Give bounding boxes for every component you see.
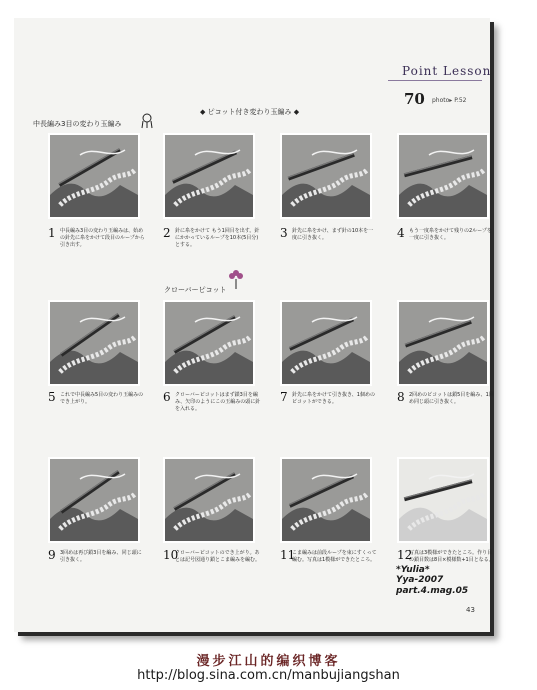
title-rule bbox=[388, 80, 482, 81]
step-photo bbox=[397, 133, 489, 219]
step-text: クローバーピコットはまず鎖3目を編み、矢印のようにこの玉編みの頭に針を入れる。 bbox=[175, 392, 261, 412]
step-photo bbox=[280, 300, 372, 386]
signature-scrawl bbox=[396, 565, 468, 596]
step-number: 5 bbox=[48, 390, 56, 404]
lesson-title: Point Lesson bbox=[402, 64, 492, 78]
step-number: 8 bbox=[397, 390, 405, 404]
step-text: 写真は3模様ができたところ。作り目の鎖目数は8目×模様数+1目となる。 bbox=[409, 550, 494, 563]
step-number: 12 bbox=[397, 548, 413, 562]
subsection-title-clover-picot: クローバーピコット bbox=[164, 286, 227, 294]
clover-picot-icon bbox=[227, 270, 245, 290]
step-number: 3 bbox=[280, 226, 288, 240]
step-text: クローバーピコットのでき上がり。あとは記号図通り鎖とこま編みを編む。 bbox=[175, 550, 261, 563]
step-text: 3回めは再び鎖3目を編み、同じ頭に引き抜く。 bbox=[60, 550, 142, 563]
blog-title: 漫步江山的编织博客 bbox=[196, 654, 341, 669]
step-photo bbox=[163, 457, 255, 543]
step-number: 10 bbox=[163, 548, 179, 562]
scrawl-line-2: Yya-2007 bbox=[396, 575, 444, 586]
step-number: 1 bbox=[48, 226, 56, 240]
step-photo bbox=[280, 457, 372, 543]
step-photo bbox=[48, 133, 140, 219]
step-photo bbox=[163, 133, 255, 219]
step-number: 6 bbox=[163, 390, 171, 404]
step-number: 2 bbox=[163, 226, 171, 240]
step-photo bbox=[397, 457, 489, 543]
step-photo bbox=[163, 300, 255, 386]
step-text: 2回めのピコットは鎖5目を編み、1回め同じ頭に引き抜く。 bbox=[409, 392, 494, 405]
step-text: こま編みは前段ループを束にすくって編む。写真は1模様ができたところ。 bbox=[292, 550, 377, 563]
scrawl-line-3: part.4.mag.05 bbox=[396, 585, 469, 596]
scrawl-line-1: *Yulia* bbox=[396, 565, 430, 575]
step-text: 針先に糸をかけて引き抜き、1個めのピコットができる。 bbox=[292, 392, 375, 405]
subsection-title-bobble: 中長編み3目の変わり玉編み bbox=[33, 120, 122, 128]
step-photo bbox=[48, 457, 140, 543]
step-photo bbox=[48, 300, 140, 386]
step-text: もう一度糸をかけて残りの2ループを一度に引き抜く。 bbox=[409, 228, 492, 241]
section-title: ◆ ピコット付き変わり玉編み ◆ bbox=[200, 108, 300, 116]
step-photo bbox=[280, 133, 372, 219]
step-number: 9 bbox=[48, 548, 56, 562]
blog-url[interactable]: http://blog.sina.com.cn/manbujiangshan bbox=[137, 668, 400, 683]
bobble-stitch-icon bbox=[140, 113, 154, 129]
step-text: 針に糸をかけて もう1回目を出す。針にかかっているループを10本(5目分)とする。 bbox=[175, 228, 260, 248]
step-number: 11 bbox=[280, 548, 296, 562]
page-number: 43 bbox=[466, 606, 475, 614]
lesson-number: 70 bbox=[404, 90, 425, 108]
step-photo bbox=[397, 300, 489, 386]
step-text: 針先に糸をかけ、まず針の10本を一度に引き抜く。 bbox=[292, 228, 374, 241]
step-text: 中長編み3目の変わり玉編みは、始めの針先に糸をかけて段目のループから引き出す。 bbox=[60, 228, 145, 248]
step-text: これで中長編み5目の変わり玉編みのでき上がり。 bbox=[60, 392, 144, 405]
step-number: 4 bbox=[397, 226, 405, 240]
step-number: 7 bbox=[280, 390, 288, 404]
photo-reference: photo▸ P.52 bbox=[432, 97, 467, 104]
